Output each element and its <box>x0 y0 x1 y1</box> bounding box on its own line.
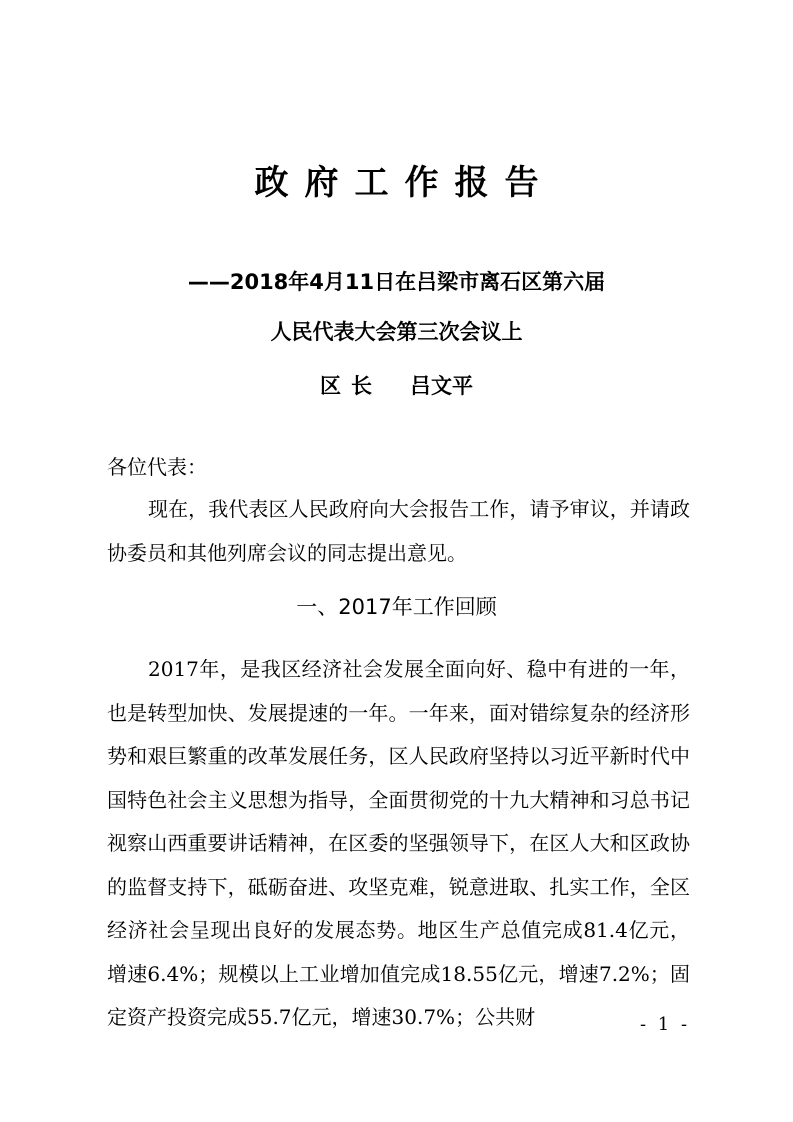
speaker-name: 吕文平 <box>410 374 473 398</box>
salutation: 各位代表： <box>107 455 207 479</box>
section-heading: 一、2017年工作回顾 <box>296 595 497 619</box>
speaker-line <box>0 369 793 403</box>
intro-paragraph: 现在，我代表区人民政府向大会报告工作，请予审议，并请政协委员和其他列席会议的同志提出意见。 <box>107 497 690 565</box>
subtitle-line-2: 人民代表大会第三次会议上 <box>270 320 523 344</box>
subtitle-line-1: ——2018年4月11日在吕梁市离石区第六届 <box>187 270 606 294</box>
document-title: 政府工作报告 <box>254 163 555 203</box>
page-number: - 1 - <box>640 1014 691 1035</box>
speaker-role: 区长 <box>320 374 382 398</box>
body-paragraph: 2017年，是我区经济社会发展全面向好、稳中有进的一年，也是转型加快、发展提速的一年。一年来，面对错综复杂的经济形势和艰巨繁重的改革发展任务，区人民政府坚持以习近平新时代中国特色社会主义思想为指导，全面贯彻党的十九大精神和习总书记视察山西重要讲话精神，在区委的坚强领导下，在区人大和区政协的监督支持下，砥砺奋进、攻坚克难，锐意进取、扎实工作，全区经济社会呈现出良好的发展态势。地区生产总值完成81.4亿元，增速6.4%；规模以上工业增加值完成18.55亿元，增速7.2%；固定资产投资完成55.7亿元，增速30.7%；公共财 <box>107 657 690 1029</box>
